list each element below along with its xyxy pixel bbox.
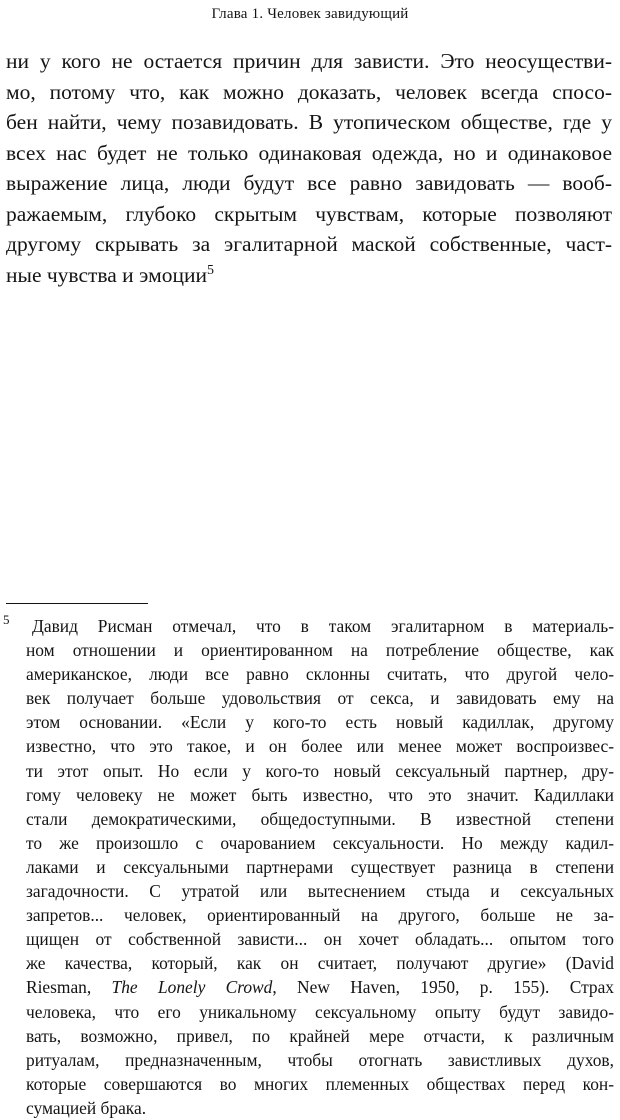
footnote-line: запретов... человек, ориентированный на другого, больше не за- [26, 905, 614, 926]
footnote-line: этом основании. «Если у кого-то есть новый кадиллак, другому [26, 712, 614, 733]
footnote-line: стали демократическими, общедоступными. В известной степени [26, 808, 614, 829]
footnote [26, 614, 614, 1120]
main-paragraph [6, 46, 612, 290]
footnote-line: гому человеку не может быть известно, что это значит. Кадиллаки [26, 784, 614, 805]
book-title: The Lonely Crowd [111, 977, 273, 998]
text-line-last [6, 260, 612, 291]
text-line: бен найти, чему позавидовать. В утопическом обществе, где у [6, 110, 612, 134]
footnote-line: загадочности. С утратой или вытеснением стыда и сексуальных [26, 881, 614, 902]
footnote-line: сумацией брака. [26, 1097, 147, 1118]
footnote-line: известно, что это такое, и он более или менее может воспроизвес- [26, 736, 614, 757]
footnote-line: которые совершаются во многих племенных обществах перед кон- [26, 1073, 614, 1094]
footnote-reference[interactable]: 5 [206, 262, 214, 278]
footnote-number: 5 [3, 612, 10, 627]
footnote-divider [6, 603, 148, 604]
text-line: выражение лица, люди будут все равно завидовать — вооб- [6, 171, 612, 195]
footnote-line: ритуалам, предназначенным, чтобы отогнать завистливых духов, [26, 1049, 614, 1070]
footnote-line-citation [26, 975, 614, 999]
footnote-line: американское, люди все равно склонны считать, что другой чело- [26, 664, 614, 685]
running-head: Глава 1. Человек завидующий [211, 6, 409, 22]
text-line: всех нас будет не только одинаковая одежда, но и одинаковое [6, 140, 612, 165]
text-line: мо, потому что, как можно доказать, человек всегда спосо- [6, 79, 612, 104]
text-line: другому скрывать за эгалитарной маской собственные, част- [6, 232, 612, 256]
footnote-line: ти этот опыт. Но если у кого-то новый сексуальный партнер, дру- [26, 760, 614, 781]
text-line: ражаемым, глубоко скрытым чувствам, которые позволяют [6, 201, 612, 226]
footnote-line: лаками и сексуальными партнерами существует разница в степени [26, 856, 614, 877]
footnote-line: век получает больше удовольствия от секса, и завидовать ему на [26, 688, 614, 709]
text-line-content: ные чувства и эмоции [6, 262, 207, 287]
citation-prefix: Riesman, [26, 977, 112, 998]
footnote-line: то же произошло с очарованием сексуальности. Но между кадил- [26, 832, 614, 853]
citation-suffix: , New Haven, 1950, p. 155). Страх [272, 977, 614, 998]
footnote-line: человека, что его уникальному сексуальному опыту будут завидо- [26, 1001, 614, 1022]
footnote-line: же качества, который, как он считает, получают другие» (David [26, 953, 614, 974]
footnote-line: вать, возможно, привел, по крайней мере отчасти, к различным [26, 1025, 614, 1046]
text-line: ни у кого не остается причин для зависти. Это неосуществи- [6, 49, 612, 73]
footnote-line: Давид Рисман отмечал, что в таком эгалитарном в материаль- [32, 616, 614, 636]
footnote-line: щищен от собственной зависти... он хочет обладать... опытом того [26, 929, 614, 950]
footnote-line: ном отношении и ориентированном на потребление обществе, как [26, 640, 614, 661]
